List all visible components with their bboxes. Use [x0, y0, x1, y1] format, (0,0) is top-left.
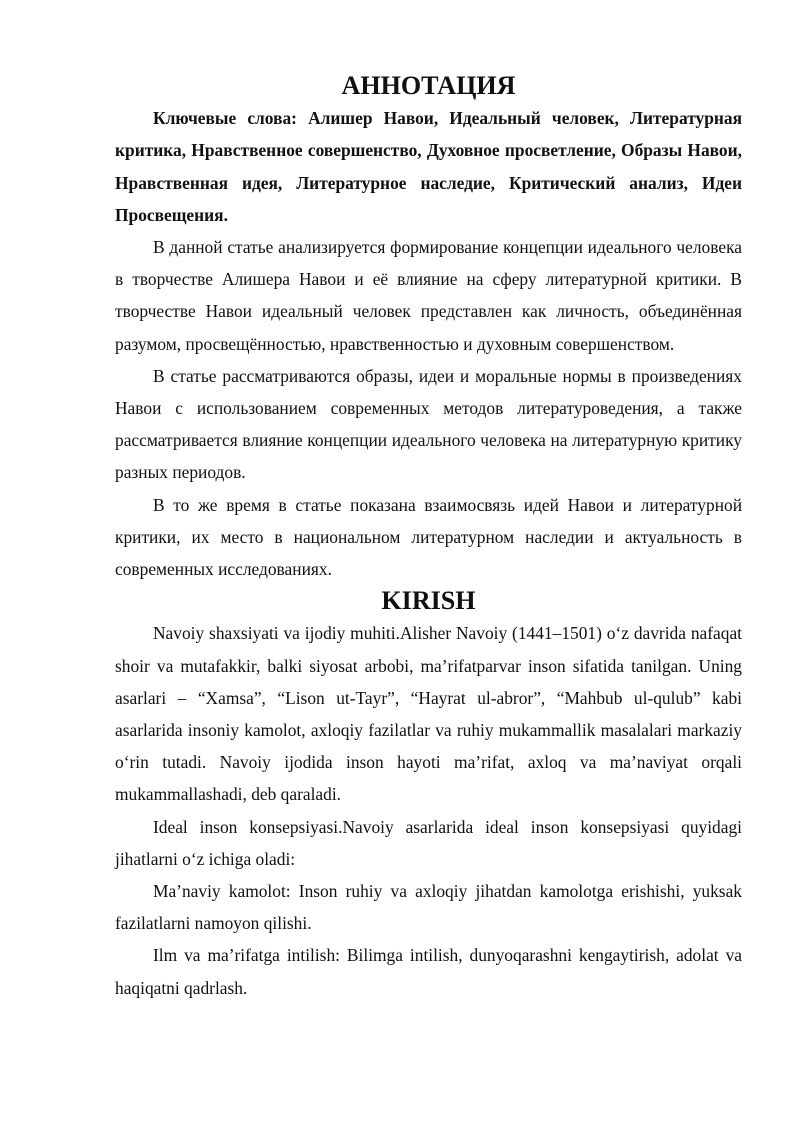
introduction-paragraph-2: Ideal inson konsepsiyasi.Navoiy asarlarida ideal inson konsepsiyasi quyidagi jihatlarni o‘z ichiga oladi: [115, 816, 742, 869]
introduction-paragraph-1: Navoiy shaxsiyati va ijodiy muhiti.Alisher Navoiy (1441–1501) o‘z davrida nafaqat shoir va mutafakkir, balki siyosat arbobi, ma’rifatparvar inson sifatida tanilgan. Uning asarlari – “Xamsa”, “Lison ut-Tayr”, “Hayrat ul-abror”, “Mahbub ul-qulub” kabi asarlarida insoniy kamolot, axloqiy fazilatlar va ruhiy mukammallik masalalari markaziy o‘rin tutadi. Navoiy ijodida inson hayoti ma’rifat, axloq va ma’naviyat orqali mukammallashadi, deb qaraladi. [115, 623, 742, 805]
annotation-paragraph-2: В статье рассматриваются образы, идеи и моральные нормы в произведениях Навои с использованием современных методов литературоведения, а также рассматривается влияние концепции идеального человека на литературную критику разных периодов. [115, 365, 742, 483]
introduction-paragraph-4: Ilm va ma’rifatga intilish: Bilimga intilish, dunyoqarashni kengaytirish, adolat va haqiqatni qadrlash. [115, 945, 742, 998]
introduction-paragraph-3: Ma’naviy kamolot: Inson ruhiy va axloqiy jihatdan kamolotga erishishi, yuksak fazilatlarni namoyon qilishi. [115, 881, 742, 934]
annotation-paragraph-1: В данной статье анализируется формирование концепции идеального человека в творчестве Алишера Навои и её влияние на сферу литературной критики. В творчестве Навои идеальный человек представлен как личность, объединённая разумом, просвещённостью, нравственностью и духовным совершенством. [115, 237, 742, 354]
keywords-paragraph: Ключевые слова: Алишер Навои, Идеальный человек, Литературная критика, Нравственное совершенство, Духовное просветление, Образы Навои, Нравственная идея, Литературное наследие, Критический анализ, Идеи Просвещения. [115, 108, 742, 225]
introduction-heading: KIRISH [381, 586, 476, 616]
document-page [115, 70, 742, 1004]
annotation-heading: АННОТАЦИЯ [341, 71, 516, 100]
annotation-paragraph-3: В то же время в статье показана взаимосвязь идей Навои и литературной критики, их место в национальном литературном наследии и актуальность в современных исследованиях. [115, 494, 742, 580]
